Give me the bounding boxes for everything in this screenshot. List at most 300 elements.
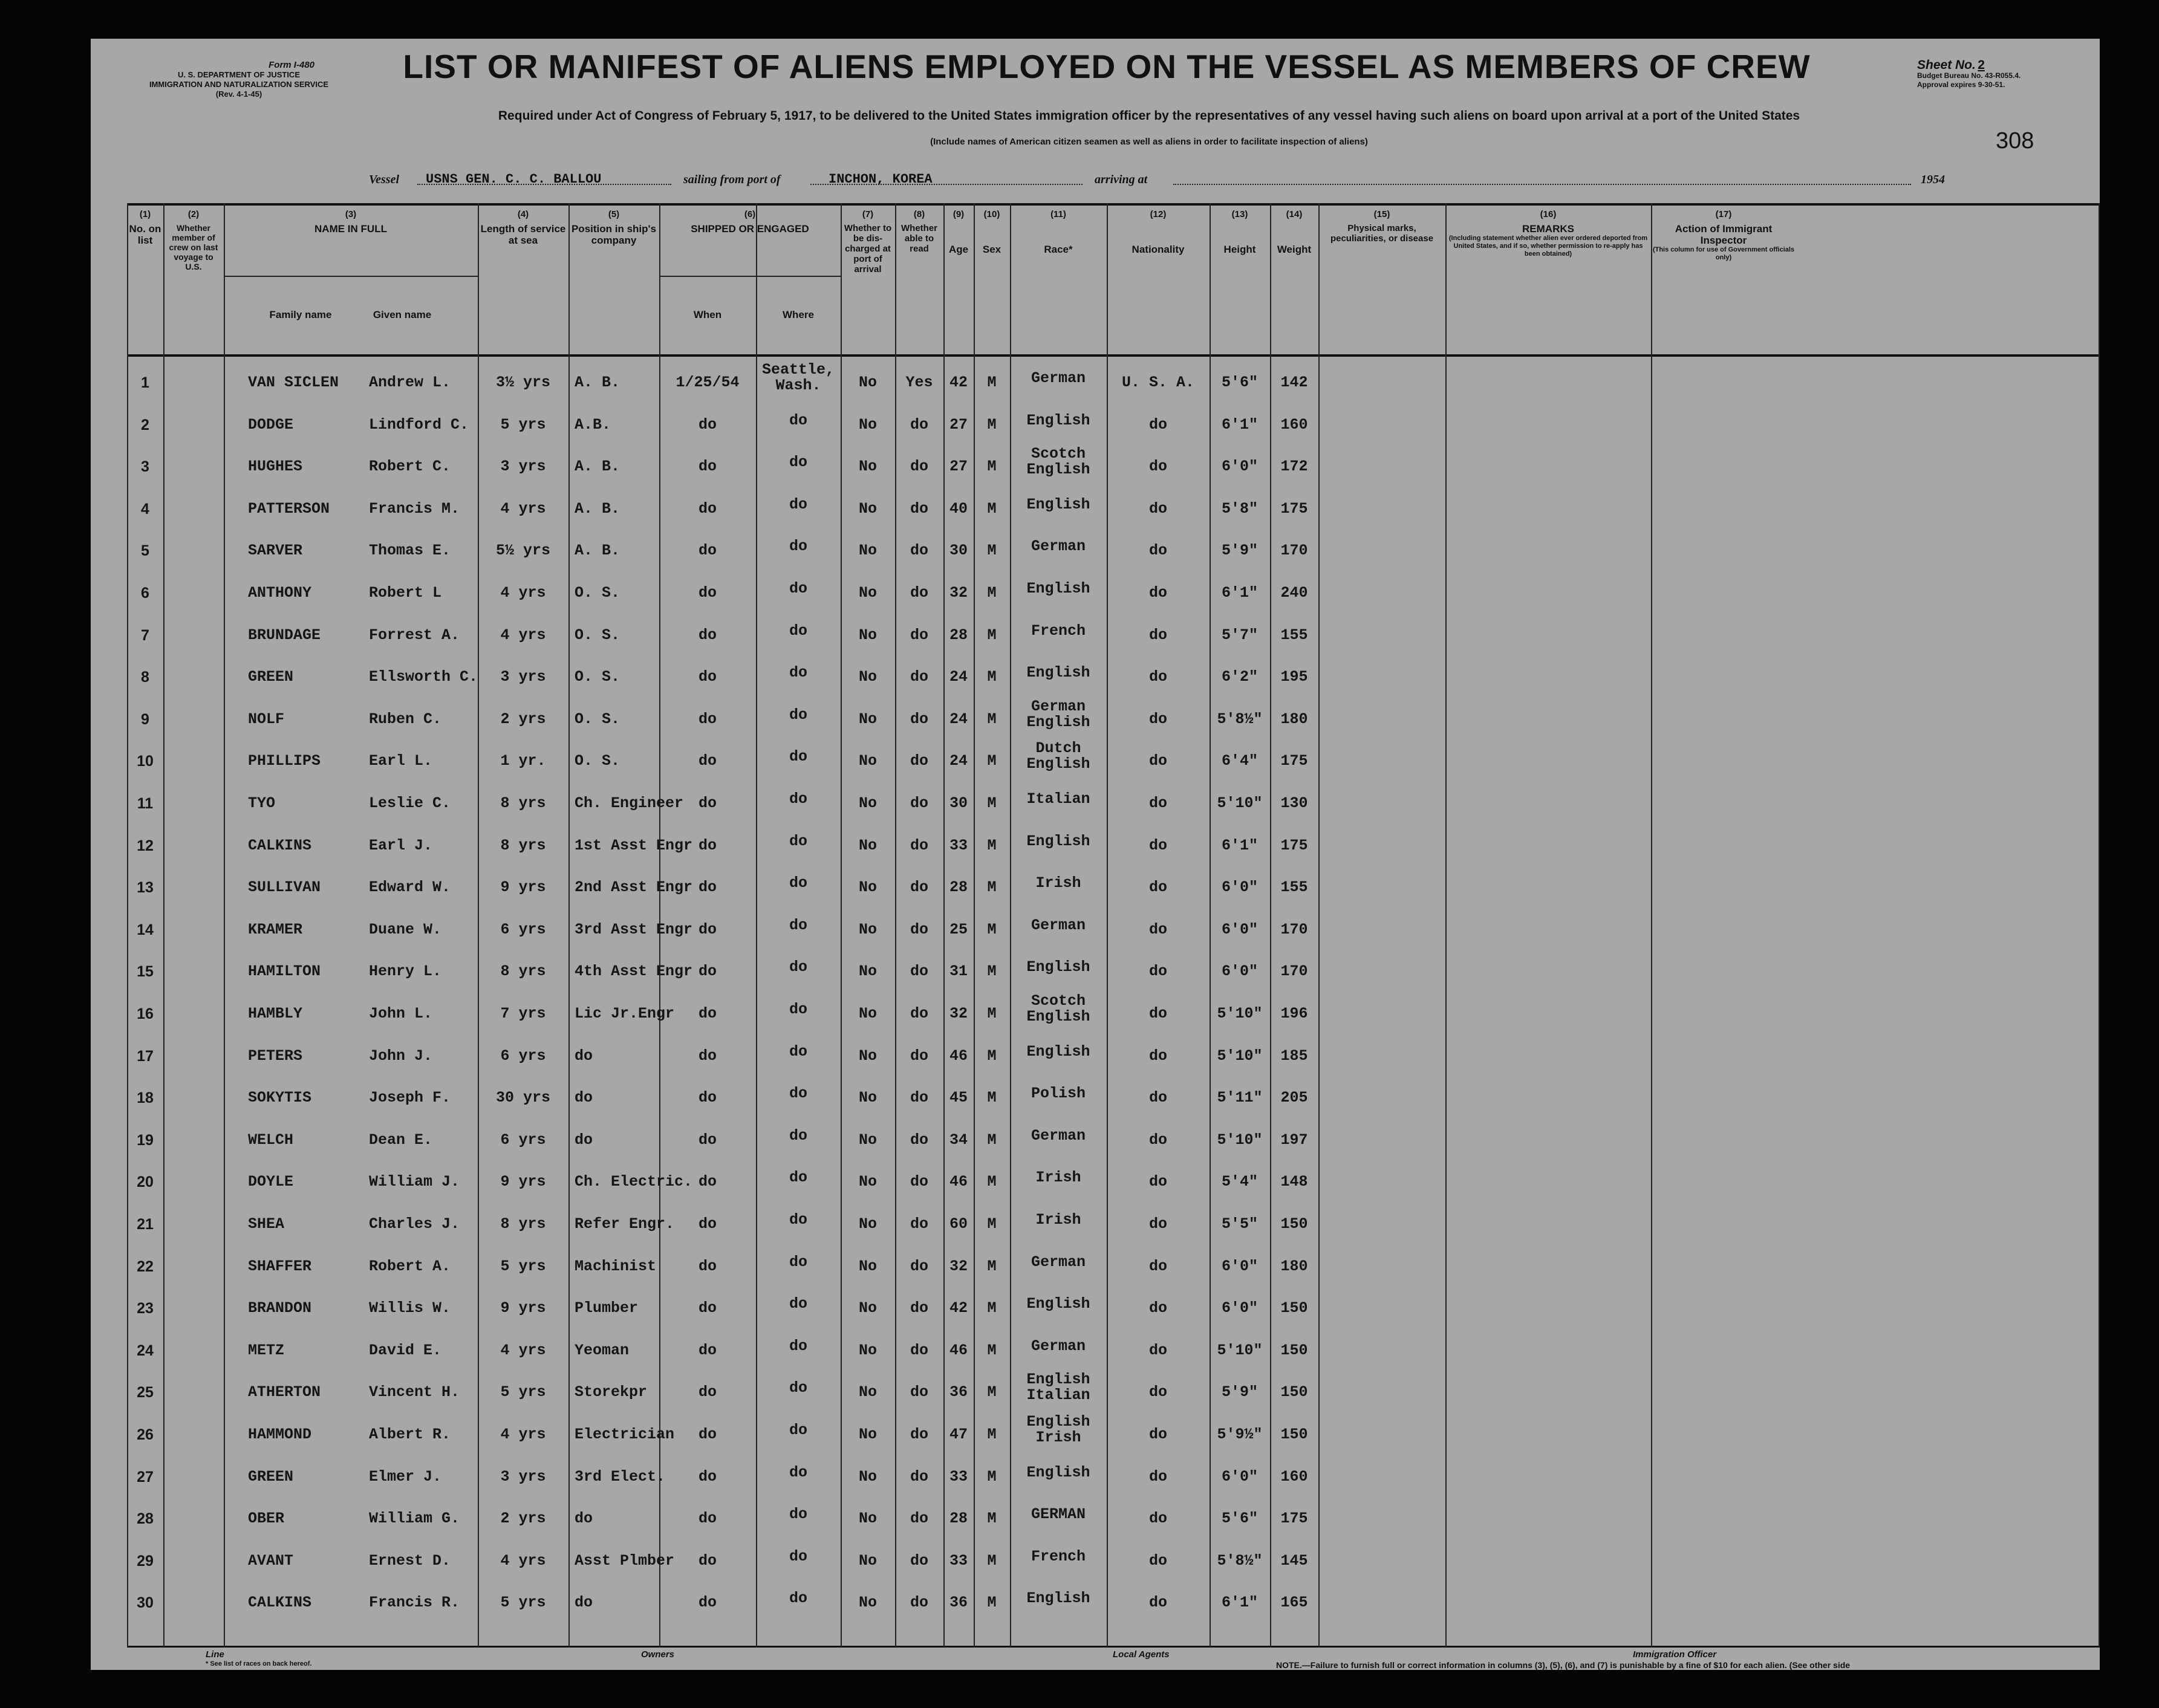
cell-line-number: 5 xyxy=(141,542,149,560)
cell-given-name: Robert A. xyxy=(369,1257,451,1275)
cell-discharged: No xyxy=(858,374,877,391)
header-race: (11) Race* xyxy=(1044,209,1073,255)
cell-weight: 160 xyxy=(1280,1467,1308,1486)
header-last-voyage: (2) Whether member of crew on last voyage to U.S. xyxy=(169,209,218,271)
cell-weight: 165 xyxy=(1280,1594,1308,1612)
cell-race: Scotch English xyxy=(1026,992,1090,1025)
cell-family-name: GREEN xyxy=(248,668,294,686)
cell-sex: M xyxy=(987,1299,997,1317)
cell-position: O. S. xyxy=(575,710,620,728)
cell-line-number: 15 xyxy=(137,963,154,981)
cell-height: 6'1" xyxy=(1221,415,1258,433)
cell-family-name: OBER xyxy=(248,1510,285,1528)
cell-sex: M xyxy=(987,1089,997,1107)
cell-weight: 145 xyxy=(1280,1551,1308,1570)
cell-weight: 150 xyxy=(1280,1341,1308,1359)
cell-shipped-where: do xyxy=(789,1589,807,1608)
cell-nationality: do xyxy=(1148,1551,1167,1570)
cell-able-to-read: do xyxy=(910,1257,928,1275)
header-where: Where xyxy=(783,309,814,320)
cell-nationality: do xyxy=(1148,626,1167,644)
form-identifier xyxy=(139,60,339,99)
cell-weight: 195 xyxy=(1280,668,1308,686)
cell-service-length: 2 yrs xyxy=(500,710,546,728)
cell-line-number: 16 xyxy=(137,1005,154,1022)
cell-given-name: Dean E. xyxy=(369,1131,433,1149)
cell-family-name: DOYLE xyxy=(248,1173,294,1191)
cell-shipped-where: do xyxy=(789,1001,807,1018)
header-physical-marks: (15) Physical marks, peculiarities, or disease xyxy=(1330,209,1434,244)
table-row xyxy=(127,867,2100,909)
cell-family-name: HAMBLY xyxy=(248,1005,303,1022)
cell-shipped-when: do xyxy=(698,752,717,770)
cell-shipped-when: do xyxy=(698,920,717,938)
cell-height: 6'0" xyxy=(1221,458,1258,476)
header-shipped-or-engaged: (6) SHIPPED OR ENGAGED xyxy=(691,209,809,235)
table-row xyxy=(127,404,2100,446)
cell-race: English xyxy=(1026,1295,1090,1313)
cell-able-to-read: do xyxy=(910,499,928,518)
cell-weight: 160 xyxy=(1280,415,1308,433)
vessel-line xyxy=(369,167,2050,202)
cell-discharged: No xyxy=(858,710,877,728)
cell-sex: M xyxy=(987,415,997,433)
form-footer xyxy=(127,1649,2100,1670)
cell-sex: M xyxy=(987,710,997,728)
cell-shipped-where: do xyxy=(789,1253,807,1271)
cell-height: 5'8½" xyxy=(1217,710,1263,728)
cell-nationality: do xyxy=(1148,1426,1167,1443)
cell-race: English xyxy=(1026,1463,1090,1481)
cell-race: German xyxy=(1031,916,1086,934)
cell-service-length: 3 yrs xyxy=(500,1467,546,1486)
cell-service-length: 9 yrs xyxy=(500,878,546,897)
cell-race: Irish xyxy=(1035,874,1081,892)
cell-age: 32 xyxy=(949,1005,968,1022)
cell-nationality: do xyxy=(1148,1510,1167,1528)
cell-discharged: No xyxy=(858,1467,877,1486)
cell-given-name: Edward W. xyxy=(369,878,451,897)
cell-given-name: Charles J. xyxy=(369,1215,460,1233)
table-row xyxy=(127,951,2100,993)
cell-height: 5'9½" xyxy=(1217,1426,1263,1443)
cell-position: Ch. Electric. xyxy=(575,1173,693,1191)
cell-line-number: 30 xyxy=(137,1594,154,1612)
budget-bureau-number: Budget Bureau No. 43-R055.4. xyxy=(1917,71,2021,80)
cell-shipped-when: do xyxy=(698,1551,717,1570)
cell-sex: M xyxy=(987,542,997,560)
cell-nationality: do xyxy=(1148,710,1167,728)
cell-weight: 155 xyxy=(1280,626,1308,644)
cell-height: 5'10" xyxy=(1217,794,1263,812)
cell-able-to-read: do xyxy=(910,415,928,433)
footer-fine-note: NOTE.—Failure to furnish full or correct information in columns (3), (5), (6), and (7) is punishable by a fine of $10 for each alien. (See other side xyxy=(1276,1660,1851,1670)
cell-shipped-when: do xyxy=(698,1383,717,1401)
cell-position: A. B. xyxy=(575,499,620,518)
form-revision: (Rev. 4-1-45) xyxy=(215,89,262,99)
cell-service-length: 1 yr. xyxy=(500,752,546,770)
cell-position: Plumber xyxy=(575,1299,639,1317)
cell-service-length: 4 yrs xyxy=(500,584,546,602)
cell-weight: 175 xyxy=(1280,836,1308,854)
header-position: (5) Position in ship's company xyxy=(571,209,657,246)
cell-able-to-read: do xyxy=(910,1467,928,1486)
cell-shipped-when: do xyxy=(698,1510,717,1528)
cell-able-to-read: do xyxy=(910,1047,928,1065)
cell-position: Ch. Engineer xyxy=(575,794,684,812)
cell-weight: 196 xyxy=(1280,1005,1308,1022)
vessel-label: Vessel xyxy=(369,173,399,186)
cell-age: 28 xyxy=(949,1510,968,1528)
cell-height: 5'5" xyxy=(1221,1215,1258,1233)
cell-age: 34 xyxy=(949,1131,968,1149)
header-able-to-read: (8) Whether able to read xyxy=(901,209,937,254)
cell-nationality: do xyxy=(1148,458,1167,476)
cell-shipped-where: do xyxy=(789,453,807,472)
cell-sex: M xyxy=(987,963,997,981)
cell-nationality: do xyxy=(1148,668,1167,686)
cell-able-to-read: do xyxy=(910,1594,928,1612)
cell-discharged: No xyxy=(858,1131,877,1149)
footer-immigration-officer-label: Immigration Officer xyxy=(1633,1649,1717,1660)
cell-service-length: 6 yrs xyxy=(500,1131,546,1149)
cell-nationality: do xyxy=(1148,1299,1167,1317)
vessel-name: USNS GEN. C. C. BALLOU xyxy=(426,172,602,187)
cell-weight: 150 xyxy=(1280,1215,1308,1233)
cell-height: 5'11" xyxy=(1217,1089,1263,1107)
cell-service-length: 4 yrs xyxy=(500,626,546,644)
cell-age: 24 xyxy=(949,752,968,770)
cell-able-to-read: do xyxy=(910,710,928,728)
table-row xyxy=(127,1372,2100,1414)
cell-height: 6'0" xyxy=(1221,1257,1258,1275)
cell-weight: 172 xyxy=(1280,458,1308,476)
cell-shipped-where: do xyxy=(789,1379,807,1397)
cell-nationality: do xyxy=(1148,1173,1167,1191)
cell-service-length: 5 yrs xyxy=(500,1594,546,1612)
cell-race: French xyxy=(1031,1547,1086,1565)
sailing-label: sailing from port of xyxy=(683,173,781,186)
cell-service-length: 9 yrs xyxy=(500,1173,546,1191)
cell-service-length: 3 yrs xyxy=(500,668,546,686)
cell-race: English xyxy=(1026,664,1090,682)
cell-shipped-when: do xyxy=(698,626,717,644)
cell-race: GERMAN xyxy=(1031,1505,1086,1524)
cell-shipped-when: do xyxy=(698,1257,717,1275)
cell-service-length: 8 yrs xyxy=(500,1215,546,1233)
cell-shipped-when: do xyxy=(698,668,717,686)
cell-age: 42 xyxy=(949,374,968,391)
footer-race-note: * See list of races on back hereof. xyxy=(206,1660,312,1667)
sheet-number-block xyxy=(1917,60,2086,89)
table-row xyxy=(127,1582,2100,1624)
cell-able-to-read: do xyxy=(910,542,928,560)
cell-service-length: 3 yrs xyxy=(500,458,546,476)
cell-discharged: No xyxy=(858,1594,877,1612)
cell-family-name: KRAMER xyxy=(248,920,303,938)
cell-family-name: NOLF xyxy=(248,710,285,728)
cell-age: 30 xyxy=(949,542,968,560)
cell-age: 46 xyxy=(949,1341,968,1359)
cell-family-name: PETERS xyxy=(248,1047,303,1065)
cell-discharged: No xyxy=(858,1005,877,1022)
cell-able-to-read: do xyxy=(910,1426,928,1443)
cell-family-name: AVANT xyxy=(248,1551,294,1570)
cell-able-to-read: do xyxy=(910,920,928,938)
cell-family-name: ANTHONY xyxy=(248,584,312,602)
cell-shipped-when: do xyxy=(698,1341,717,1359)
header-discharged: (7) Whether to be dis-charged at port of arrival xyxy=(844,209,892,274)
cell-discharged: No xyxy=(858,878,877,897)
cell-height: 5'8" xyxy=(1221,499,1258,518)
sheet-number-label: Sheet No. xyxy=(1917,58,1976,72)
cell-discharged: No xyxy=(858,920,877,938)
cell-height: 6'1" xyxy=(1221,584,1258,602)
cell-height: 5'10" xyxy=(1217,1131,1263,1149)
cell-race: English xyxy=(1026,1589,1090,1608)
cell-age: 45 xyxy=(949,1089,968,1107)
cell-nationality: do xyxy=(1148,794,1167,812)
cell-able-to-read: do xyxy=(910,1383,928,1401)
cell-shipped-when: do xyxy=(698,1089,717,1107)
cell-service-length: 8 yrs xyxy=(500,794,546,812)
cell-nationality: do xyxy=(1148,836,1167,854)
cell-family-name: BRANDON xyxy=(248,1299,312,1317)
cell-position: 3rd Elect. xyxy=(575,1467,666,1486)
cell-position: 4th Asst Engr xyxy=(575,963,693,981)
cell-line-number: 26 xyxy=(137,1426,154,1443)
cell-family-name: HAMILTON xyxy=(248,963,321,981)
cell-age: 60 xyxy=(949,1215,968,1233)
page-subnote: (Include names of American citizen seamen as well as aliens in order to facilitate inspection of aliens) xyxy=(930,137,1368,147)
cell-line-number: 6 xyxy=(141,585,149,602)
cell-position: 2nd Asst Engr xyxy=(575,878,693,897)
cell-given-name: Elmer J. xyxy=(369,1467,442,1486)
crew-table xyxy=(127,203,2100,1643)
cell-position: O. S. xyxy=(575,752,620,770)
table-row xyxy=(127,1204,2100,1245)
cell-family-name: VAN SICLEN xyxy=(248,374,339,391)
cell-family-name: SULLIVAN xyxy=(248,878,321,897)
cell-given-name: Francis R. xyxy=(369,1594,460,1612)
cell-age: 36 xyxy=(949,1383,968,1401)
cell-line-number: 21 xyxy=(137,1216,154,1233)
cell-weight: 155 xyxy=(1280,878,1308,897)
cell-height: 6'4" xyxy=(1221,752,1258,770)
cell-shipped-where: do xyxy=(789,874,807,892)
header-age: (9) Age xyxy=(948,209,969,255)
cell-given-name: Ruben C. xyxy=(369,710,442,728)
cell-age: 42 xyxy=(949,1299,968,1317)
table-row xyxy=(127,489,2100,530)
cell-discharged: No xyxy=(858,794,877,812)
header-inspector-action: (17) Action of Immigrant Inspector (This column for use of Government officials only) xyxy=(1652,209,1795,261)
cell-line-number: 8 xyxy=(141,669,149,686)
cell-weight: 170 xyxy=(1280,920,1308,938)
cell-shipped-when: do xyxy=(698,963,717,981)
cell-nationality: do xyxy=(1148,1341,1167,1359)
cell-discharged: No xyxy=(858,626,877,644)
cell-race: English Italian xyxy=(1026,1371,1090,1404)
cell-age: 28 xyxy=(949,878,968,897)
cell-shipped-where: do xyxy=(789,1085,807,1103)
cell-given-name: Ellsworth C. xyxy=(369,668,478,686)
cell-discharged: No xyxy=(858,963,877,981)
cell-shipped-where: do xyxy=(789,1421,807,1439)
cell-age: 46 xyxy=(949,1173,968,1191)
cell-line-number: 13 xyxy=(137,879,154,897)
cell-weight: 148 xyxy=(1280,1173,1308,1191)
cell-line-number: 18 xyxy=(137,1089,154,1107)
cell-sex: M xyxy=(987,1426,997,1443)
cell-position: Machinist xyxy=(575,1257,657,1275)
cell-able-to-read: do xyxy=(910,836,928,854)
cell-line-number: 12 xyxy=(137,837,154,854)
cell-discharged: No xyxy=(858,1257,877,1275)
cell-race: English xyxy=(1026,580,1090,597)
cell-weight: 150 xyxy=(1280,1426,1308,1443)
cell-weight: 240 xyxy=(1280,584,1308,602)
cell-position: do xyxy=(575,1594,593,1612)
cell-sex: M xyxy=(987,1047,997,1065)
cell-shipped-where: do xyxy=(789,1295,807,1313)
cell-given-name: Willis W. xyxy=(369,1299,451,1317)
header-family-name: Family name xyxy=(269,309,332,320)
cell-position: Refer Engr. xyxy=(575,1215,675,1233)
cell-sex: M xyxy=(987,1257,997,1275)
cell-line-number: 1 xyxy=(141,374,149,391)
cell-shipped-where: do xyxy=(789,622,807,640)
cell-shipped-when: do xyxy=(698,1299,717,1317)
cell-position: A. B. xyxy=(575,458,620,476)
table-row xyxy=(127,909,2100,951)
cell-position: A. B. xyxy=(575,374,620,391)
cell-position: 1st Asst Engr xyxy=(575,836,693,854)
cell-position: Electrician xyxy=(575,1426,675,1443)
cell-family-name: PHILLIPS xyxy=(248,752,321,770)
header-nationality: (12) Nationality xyxy=(1132,209,1185,255)
cell-service-length: 3½ yrs xyxy=(495,374,550,391)
table-row xyxy=(127,1246,2100,1288)
cell-given-name: Earl J. xyxy=(369,836,433,854)
table-row xyxy=(127,993,2100,1035)
cell-discharged: No xyxy=(858,1510,877,1528)
cell-age: 24 xyxy=(949,668,968,686)
cell-position: do xyxy=(575,1131,593,1149)
footer-owners-label: Owners xyxy=(641,1649,675,1660)
cell-height: 6'0" xyxy=(1221,878,1258,897)
cell-sex: M xyxy=(987,794,997,812)
cell-given-name: Duane W. xyxy=(369,920,442,938)
page-subtitle: Required under Act of Congress of February 5, 1917, to be delivered to the United States immigration officer by the representatives of any vessel having such aliens on board upon arrival at a port of the United States xyxy=(498,109,1800,123)
cell-family-name: GREEN xyxy=(248,1467,294,1486)
header-height: (13) Height xyxy=(1223,209,1256,255)
cell-line-number: 19 xyxy=(137,1131,154,1149)
cell-race: German English xyxy=(1026,697,1090,731)
cell-shipped-where: do xyxy=(789,916,807,934)
table-row xyxy=(127,1498,2100,1540)
cell-age: 36 xyxy=(949,1594,968,1612)
header-sex: (10) Sex xyxy=(982,209,1001,255)
table-row xyxy=(127,446,2100,488)
header-length-of-service: (4) Length of service at sea xyxy=(480,209,566,246)
cell-sex: M xyxy=(987,1005,997,1022)
header-name-in-full: (3) NAME IN FULL xyxy=(314,209,387,235)
cell-sex: M xyxy=(987,1551,997,1570)
cell-line-number: 14 xyxy=(137,921,154,938)
cell-given-name: William J. xyxy=(369,1173,460,1191)
cell-able-to-read: do xyxy=(910,1173,928,1191)
cell-shipped-where: do xyxy=(789,1169,807,1187)
cell-line-number: 23 xyxy=(137,1300,154,1317)
cell-able-to-read: do xyxy=(910,1089,928,1107)
cell-able-to-read: do xyxy=(910,1510,928,1528)
cell-able-to-read: do xyxy=(910,1341,928,1359)
cell-service-length: 4 yrs xyxy=(500,1426,546,1443)
cell-shipped-where: do xyxy=(789,790,807,808)
cell-shipped-where: do xyxy=(789,958,807,976)
table-row xyxy=(127,783,2100,825)
cell-race: Italian xyxy=(1026,790,1090,808)
cell-able-to-read: do xyxy=(910,1215,928,1233)
cell-nationality: do xyxy=(1148,1005,1167,1022)
cell-discharged: No xyxy=(858,668,877,686)
cell-nationality: do xyxy=(1148,963,1167,981)
cell-sex: M xyxy=(987,499,997,518)
cell-service-length: 6 yrs xyxy=(500,920,546,938)
cell-height: 6'2" xyxy=(1221,668,1258,686)
cell-sex: M xyxy=(987,1215,997,1233)
page-title: LIST OR MANIFEST OF ALIENS EMPLOYED ON THE VESSEL AS MEMBERS OF CREW xyxy=(403,48,1811,85)
cell-height: 5'10" xyxy=(1217,1047,1263,1065)
cell-race: Dutch English xyxy=(1026,739,1090,773)
cell-sex: M xyxy=(987,920,997,938)
table-row xyxy=(127,1288,2100,1330)
footer-local-agents-label: Local Agents xyxy=(1113,1649,1170,1660)
cell-height: 6'1" xyxy=(1221,836,1258,854)
cell-able-to-read: do xyxy=(910,584,928,602)
cell-discharged: No xyxy=(858,458,877,476)
cell-discharged: No xyxy=(858,542,877,560)
cell-service-length: 9 yrs xyxy=(500,1299,546,1317)
cell-race: English xyxy=(1026,411,1090,429)
cell-able-to-read: do xyxy=(910,626,928,644)
cell-given-name: John J. xyxy=(369,1047,433,1065)
cell-height: 5'6" xyxy=(1221,374,1258,391)
cell-family-name: SHEA xyxy=(248,1215,285,1233)
cell-line-number: 4 xyxy=(141,500,149,518)
cell-height: 5'7" xyxy=(1221,626,1258,644)
cell-nationality: do xyxy=(1148,752,1167,770)
cell-service-length: 4 yrs xyxy=(500,499,546,518)
form-department: U. S. DEPARTMENT OF JUSTICE xyxy=(178,70,300,79)
cell-sex: M xyxy=(987,836,997,854)
cell-nationality: do xyxy=(1148,1383,1167,1401)
cell-race: English xyxy=(1026,1042,1090,1060)
cell-nationality: do xyxy=(1148,499,1167,518)
cell-position: O. S. xyxy=(575,626,620,644)
cell-nationality: do xyxy=(1148,1257,1167,1275)
cell-height: 6'0" xyxy=(1221,920,1258,938)
cell-shipped-when: do xyxy=(698,878,717,897)
cell-able-to-read: Yes xyxy=(905,374,933,391)
cell-family-name: BRUNDAGE xyxy=(248,626,321,644)
cell-line-number: 29 xyxy=(137,1552,154,1570)
cell-race: Irish xyxy=(1035,1211,1081,1229)
cell-race: French xyxy=(1031,622,1086,640)
cell-age: 47 xyxy=(949,1426,968,1443)
cell-race: German xyxy=(1031,537,1086,556)
